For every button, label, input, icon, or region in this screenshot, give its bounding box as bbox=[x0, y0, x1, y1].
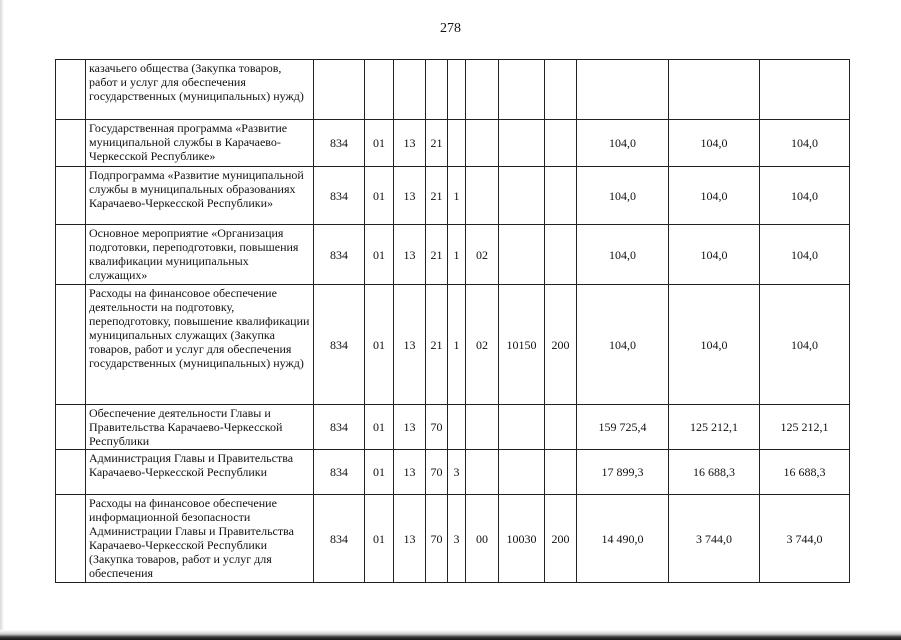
code-subprogram: 3 bbox=[448, 450, 466, 495]
code-ministry bbox=[314, 60, 365, 120]
table-row bbox=[56, 120, 850, 167]
amount-year-1 bbox=[577, 60, 669, 120]
amount-year-2: 3 744,0 bbox=[669, 495, 760, 583]
code-measure bbox=[466, 405, 499, 450]
code-measure: 02 bbox=[466, 285, 499, 405]
page-number: 278 bbox=[440, 21, 461, 36]
budget-table bbox=[55, 59, 850, 583]
code-expense-type: 200 bbox=[545, 285, 577, 405]
blank-cell bbox=[56, 167, 86, 225]
code-program: 70 bbox=[426, 405, 448, 450]
amount-year-2: 104,0 bbox=[669, 120, 760, 167]
item-name: Государственная программа «Развитие муниципальной службы в Карачаево-Черкесской Республике» bbox=[86, 120, 314, 167]
code-subsection: 13 bbox=[394, 120, 426, 167]
amount-year-1: 104,0 bbox=[577, 120, 669, 167]
table-row bbox=[56, 450, 850, 495]
table-row bbox=[56, 285, 850, 405]
amount-year-2: 104,0 bbox=[669, 225, 760, 285]
code-program: 70 bbox=[426, 495, 448, 583]
code-direction: 10150 bbox=[499, 285, 545, 405]
code-section: 01 bbox=[365, 120, 394, 167]
table-row bbox=[56, 225, 850, 285]
code-section: 01 bbox=[365, 405, 394, 450]
code-program: 21 bbox=[426, 120, 448, 167]
code-ministry: 834 bbox=[314, 285, 365, 405]
code-program: 21 bbox=[426, 225, 448, 285]
code-ministry: 834 bbox=[314, 495, 365, 583]
code-subsection: 13 bbox=[394, 285, 426, 405]
amount-year-3: 104,0 bbox=[760, 167, 850, 225]
code-measure: 02 bbox=[466, 225, 499, 285]
blank-cell bbox=[56, 120, 86, 167]
amount-year-2: 104,0 bbox=[669, 285, 760, 405]
code-measure bbox=[466, 60, 499, 120]
code-program bbox=[426, 60, 448, 120]
blank-cell bbox=[56, 495, 86, 583]
amount-year-1: 14 490,0 bbox=[577, 495, 669, 583]
code-direction bbox=[499, 167, 545, 225]
amount-year-2: 16 688,3 bbox=[669, 450, 760, 495]
code-program: 21 bbox=[426, 285, 448, 405]
code-expense-type: 200 bbox=[545, 495, 577, 583]
code-program: 21 bbox=[426, 167, 448, 225]
amount-year-2 bbox=[669, 60, 760, 120]
amount-year-3: 104,0 bbox=[760, 285, 850, 405]
code-subprogram: 1 bbox=[448, 167, 466, 225]
code-subsection: 13 bbox=[394, 450, 426, 495]
code-expense-type bbox=[545, 167, 577, 225]
blank-cell bbox=[56, 225, 86, 285]
code-ministry: 834 bbox=[314, 450, 365, 495]
code-measure bbox=[466, 167, 499, 225]
item-name: Обеспечение деятельности Главы и Правительства Карачаево-Черкесской Республики bbox=[86, 405, 314, 450]
code-program: 70 bbox=[426, 450, 448, 495]
code-subprogram: 1 bbox=[448, 225, 466, 285]
blank-cell bbox=[56, 450, 86, 495]
code-section: 01 bbox=[365, 285, 394, 405]
code-section: 01 bbox=[365, 450, 394, 495]
amount-year-3 bbox=[760, 60, 850, 120]
item-name: Администрация Главы и Правительства Карачаево-Черкесской Республики bbox=[86, 450, 314, 495]
code-ministry: 834 bbox=[314, 120, 365, 167]
code-expense-type bbox=[545, 225, 577, 285]
code-subsection: 13 bbox=[394, 495, 426, 583]
code-subprogram bbox=[448, 405, 466, 450]
amount-year-3: 104,0 bbox=[760, 225, 850, 285]
amount-year-1: 104,0 bbox=[577, 285, 669, 405]
code-subsection: 13 bbox=[394, 225, 426, 285]
table-row bbox=[56, 60, 850, 120]
item-name: Подпрограмма «Развитие муниципальной службы в муниципальных образованиях Карачаево-Черкесской Республики» bbox=[86, 167, 314, 225]
code-measure bbox=[466, 120, 499, 167]
code-direction bbox=[499, 225, 545, 285]
code-subsection: 13 bbox=[394, 167, 426, 225]
code-subprogram bbox=[448, 60, 466, 120]
amount-year-3: 16 688,3 bbox=[760, 450, 850, 495]
amount-year-1: 17 899,3 bbox=[577, 450, 669, 495]
code-direction bbox=[499, 60, 545, 120]
code-expense-type bbox=[545, 120, 577, 167]
code-direction bbox=[499, 405, 545, 450]
code-subsection: 13 bbox=[394, 405, 426, 450]
item-name: Основное мероприятие «Организация подготовки, переподготовки, повышения квалификации муниципальных служащих» bbox=[86, 225, 314, 285]
amount-year-3: 125 212,1 bbox=[760, 405, 850, 450]
item-name: казачьего общества (Закупка товаров, работ и услуг для обеспечения государственных (муниципальных) нужд) bbox=[86, 60, 314, 120]
code-ministry: 834 bbox=[314, 405, 365, 450]
blank-cell bbox=[56, 405, 86, 450]
code-subprogram: 3 bbox=[448, 495, 466, 583]
code-section bbox=[365, 60, 394, 120]
amount-year-2: 125 212,1 bbox=[669, 405, 760, 450]
code-measure bbox=[466, 450, 499, 495]
code-subsection bbox=[394, 60, 426, 120]
code-section: 01 bbox=[365, 495, 394, 583]
code-ministry: 834 bbox=[314, 225, 365, 285]
amount-year-2: 104,0 bbox=[669, 167, 760, 225]
blank-cell bbox=[56, 60, 86, 120]
code-expense-type bbox=[545, 405, 577, 450]
code-direction bbox=[499, 120, 545, 167]
item-name: Расходы на финансовое обеспечение деятельности на подготовку, переподготовку, повышение квалификации муниципальных служащих (Закупка товаров, работ и услуг для обеспечения государственных (муниципальных) нужд) bbox=[86, 285, 314, 405]
code-section: 01 bbox=[365, 167, 394, 225]
code-expense-type bbox=[545, 450, 577, 495]
item-name: Расходы на финансовое обеспечение информационной безопасности Администрации Главы и Правительства Карачаево-Черкесской Республики (Закупка товаров, работ и услуг для обеспечения bbox=[86, 495, 314, 583]
code-subprogram: 1 bbox=[448, 285, 466, 405]
amount-year-3: 3 744,0 bbox=[760, 495, 850, 583]
amount-year-1: 159 725,4 bbox=[577, 405, 669, 450]
blank-cell bbox=[56, 285, 86, 405]
scan-bottom-edge bbox=[0, 630, 901, 640]
table-row bbox=[56, 167, 850, 225]
scan-edge-shadow bbox=[0, 0, 4, 640]
table-row bbox=[56, 495, 850, 583]
amount-year-1: 104,0 bbox=[577, 167, 669, 225]
code-direction: 10030 bbox=[499, 495, 545, 583]
code-expense-type bbox=[545, 60, 577, 120]
code-subprogram bbox=[448, 120, 466, 167]
code-section: 01 bbox=[365, 225, 394, 285]
amount-year-3: 104,0 bbox=[760, 120, 850, 167]
table-row bbox=[56, 405, 850, 450]
amount-year-1: 104,0 bbox=[577, 225, 669, 285]
code-direction bbox=[499, 450, 545, 495]
code-measure: 00 bbox=[466, 495, 499, 583]
code-ministry: 834 bbox=[314, 167, 365, 225]
